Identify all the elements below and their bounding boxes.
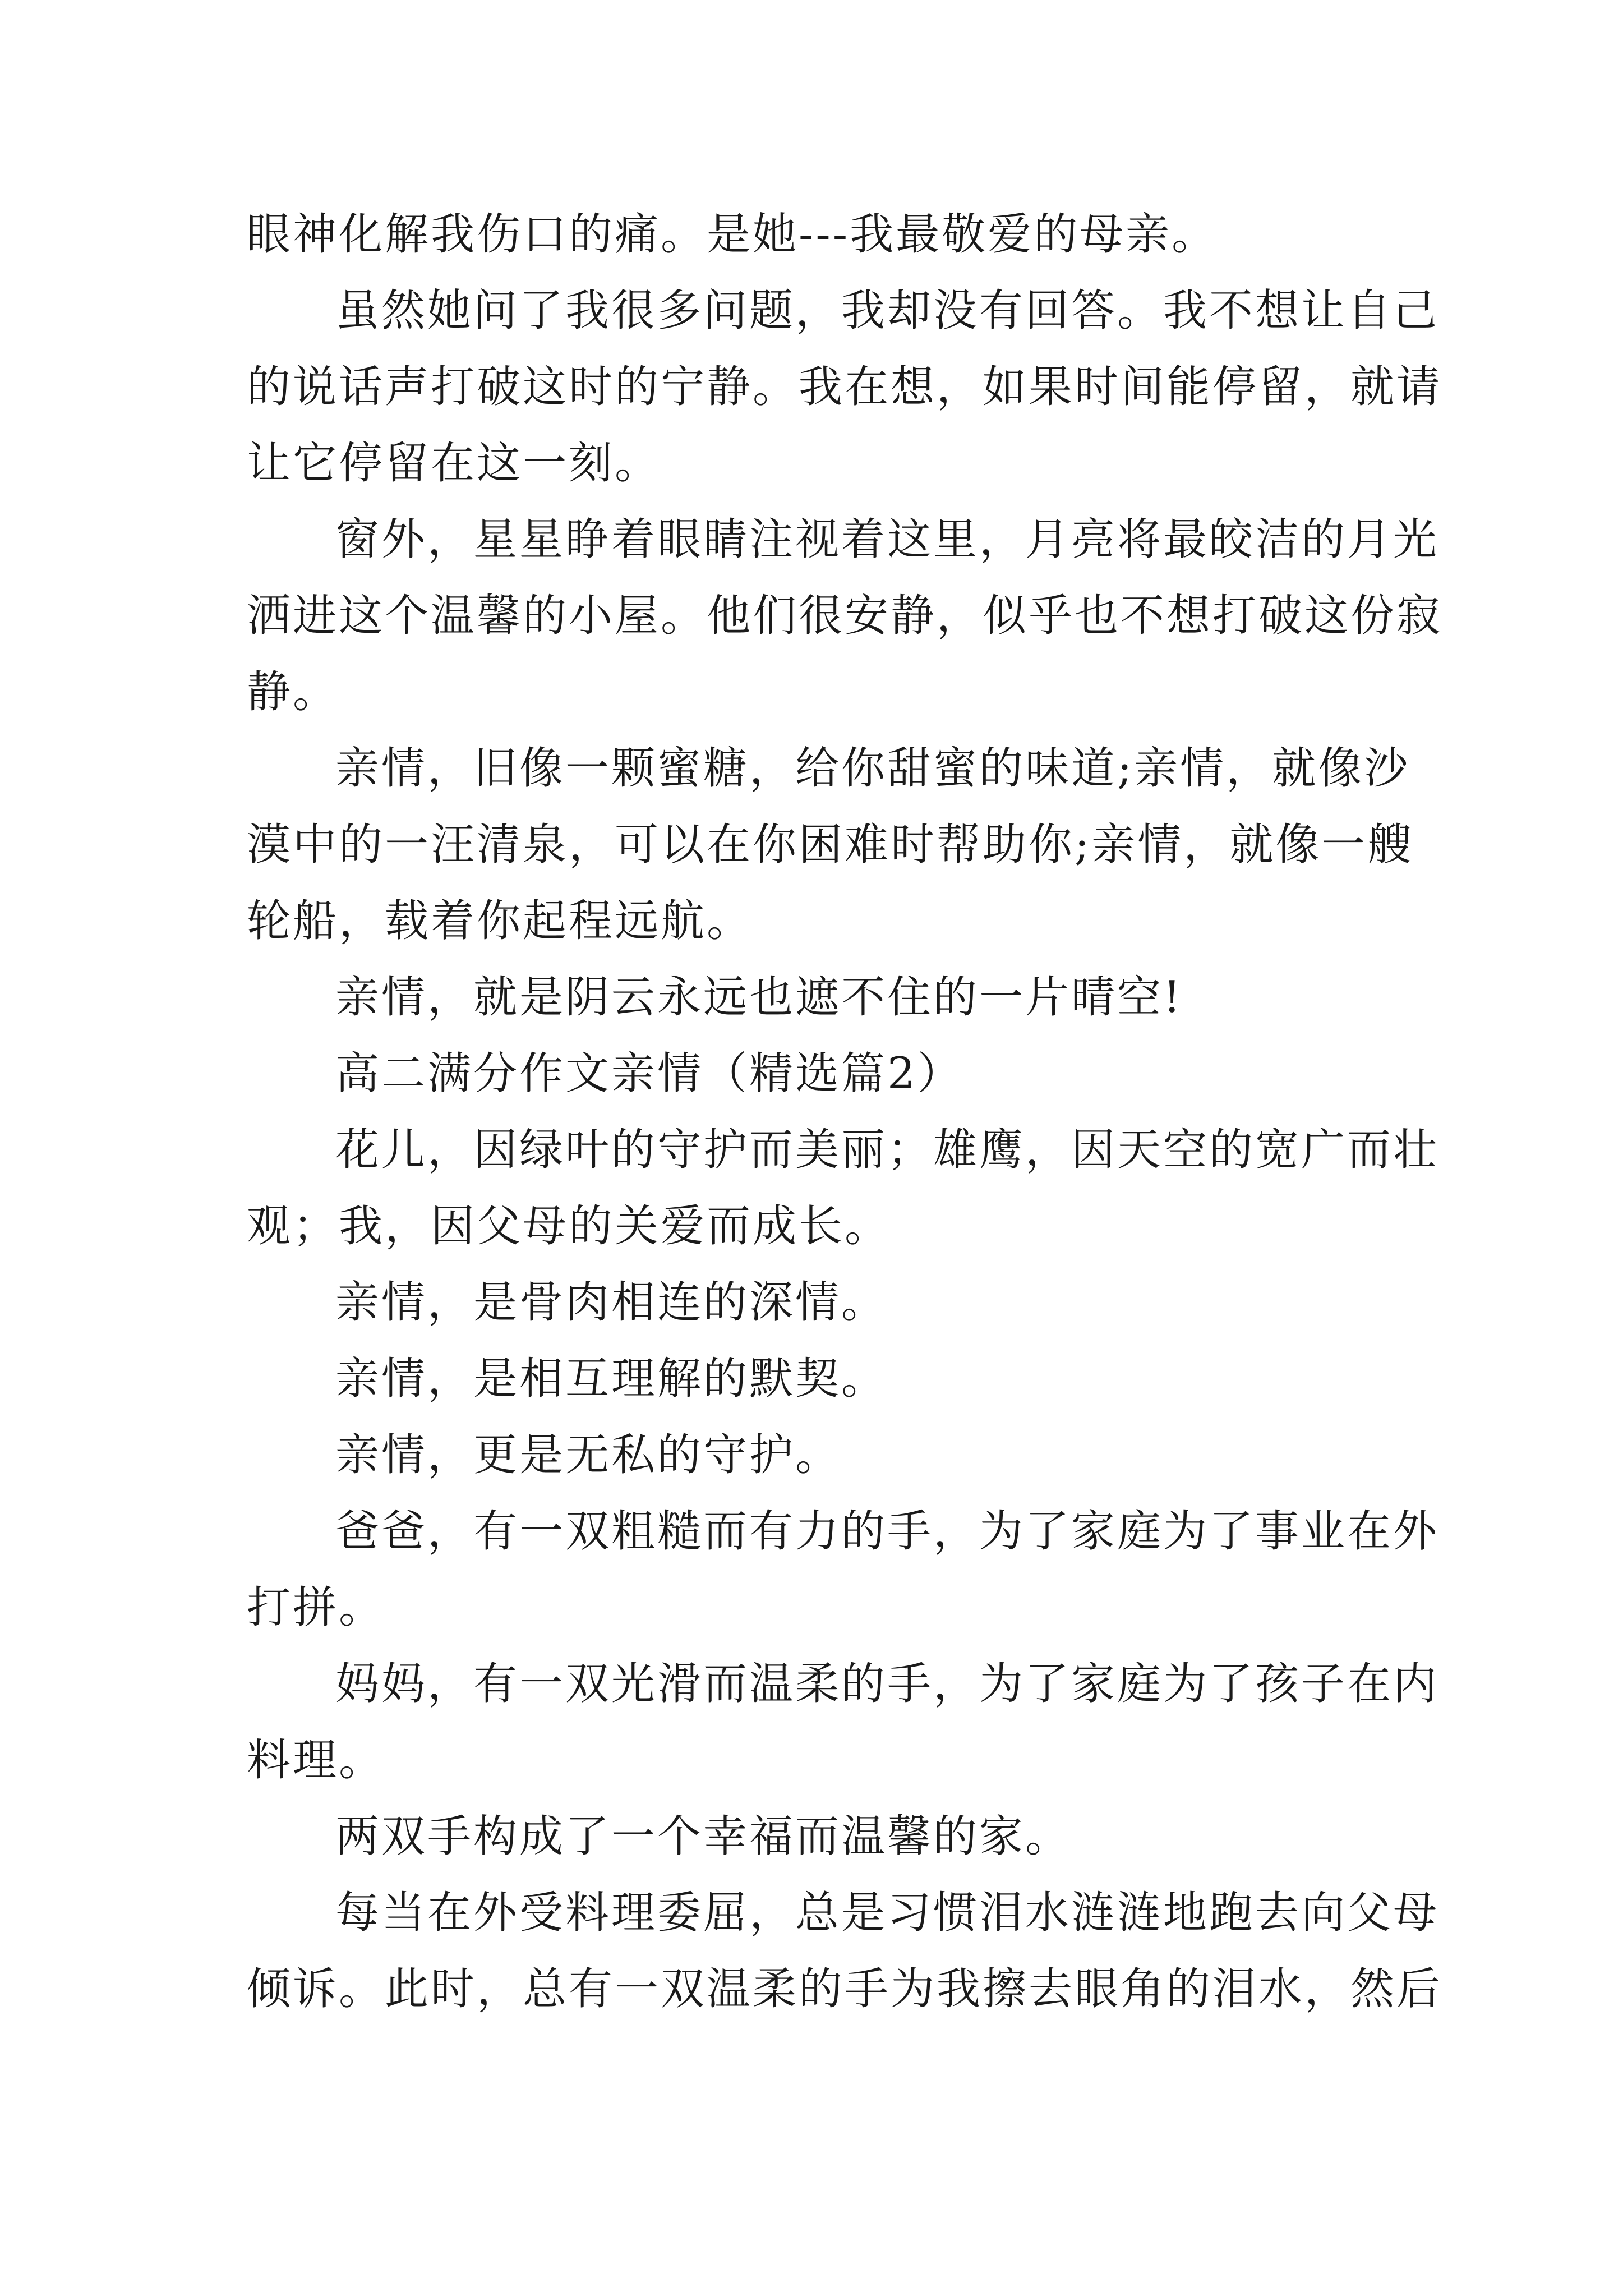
text-line: 亲情，是相互理解的默契。: [335, 1354, 888, 1404]
text-line: 两双手构成了一个幸福而温馨的家。: [335, 1811, 1072, 1862]
text-line: 窗外，星星睁着眼睛注视着这里，月亮将最皎洁的月光: [335, 514, 1440, 565]
text-line: 爸爸，有一双粗糙而有力的手，为了家庭为了事业在外: [335, 1506, 1440, 1557]
text-line: 亲情，就是阴云永远也遮不住的一片晴空!: [335, 972, 1183, 1023]
text-line: 花儿，因绿叶的守护而美丽；雄鹰，因天空的宽广而壮: [335, 1125, 1440, 1175]
text-line: 亲情，是骨肉相连的深情。: [335, 1277, 888, 1328]
document-body: [247, 196, 1443, 2027]
section-heading: 高二满分作文亲情（精选篇2）: [335, 1048, 963, 1099]
text-line: 亲情，旧像一颗蜜糖，给你甜蜜的味道;亲情，就像沙: [335, 743, 1410, 794]
text-line: 洒进这个温馨的小屋。他们很安静，似乎也不想打破这份寂: [247, 591, 1443, 641]
text-line: 料理。: [247, 1735, 385, 1786]
text-line: 轮船，载着你起程远航。: [247, 896, 753, 946]
text-line: 亲情，更是无私的守护。: [335, 1430, 842, 1480]
text-line: 倾诉。此时，总有一双温柔的手为我擦去眼角的泪水，然后: [247, 1964, 1443, 2014]
text-line: 每当在外受料理委屈，总是习惯泪水涟涟地跑去向父母: [335, 1888, 1440, 1938]
text-line: 打拼。: [247, 1582, 385, 1633]
text-line: 虽然她问了我很多问题，我却没有回答。我不想让自己: [335, 286, 1440, 336]
text-line: 妈妈，有一双光滑而温柔的手，为了家庭为了孩子在内: [335, 1659, 1440, 1709]
text-line: 让它停留在这一刻。: [247, 438, 661, 489]
text-line: 观；我，因父母的关爱而成长。: [247, 1201, 891, 1251]
text-line: 漠中的一汪清泉，可以在你困难时帮助你;亲情，就像一艘: [247, 820, 1414, 870]
text-line: 的说话声打破这时的宁静。我在想，如果时间能停留，就请: [247, 362, 1443, 412]
text-line: 静。: [247, 667, 339, 717]
text-line: 眼神化解我伤口的痛。是她---我最敬爱的母亲。: [247, 209, 1218, 260]
